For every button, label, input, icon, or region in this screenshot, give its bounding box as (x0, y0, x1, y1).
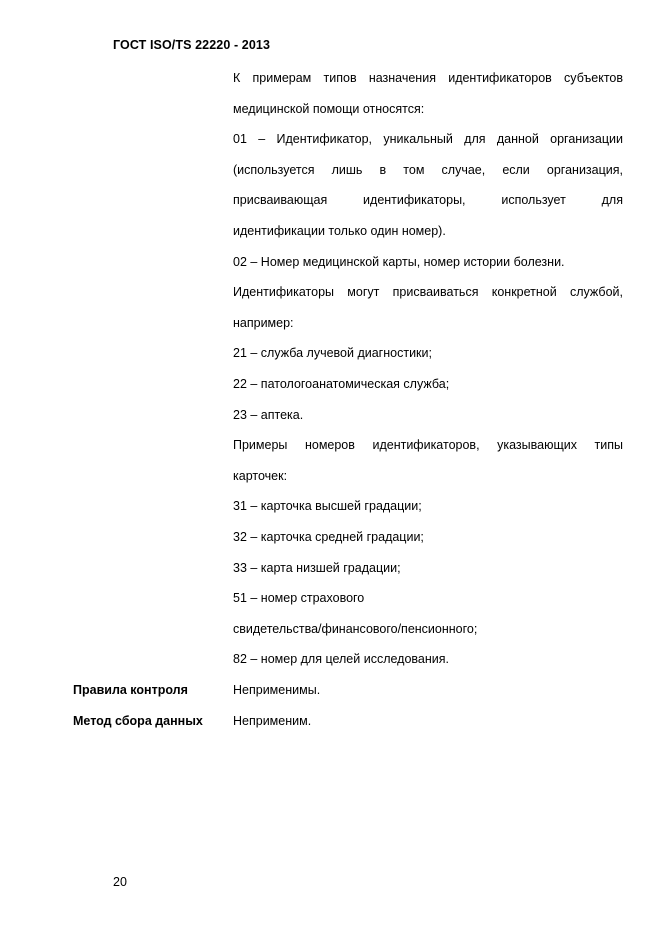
data-collection-method-row (0, 711, 662, 741)
text-line: Примеры номеров идентификаторов, указывающих типы (233, 438, 623, 453)
text-line: 23 – аптека. (233, 407, 304, 422)
text-line: 82 – номер для целей исследования. (233, 652, 449, 667)
text-line: медицинской помощи относятся: (233, 101, 425, 116)
text-line: присваивающая идентификаторы, использует для (233, 193, 623, 208)
text-line: идентификации только один номер). (233, 223, 446, 238)
text-line: 21 – служба лучевой диагностики; (233, 346, 432, 361)
text-line: 22 – патологоанатомическая служба; (233, 376, 450, 391)
text-line: например: (233, 315, 294, 330)
text-line: 31 – карточка высшей градации; (233, 499, 422, 514)
text-line: 51 – номер страхового (233, 591, 365, 606)
text-line: 02 – Номер медицинской карты, номер истории болезни. (233, 254, 565, 269)
text-line: 01 – Идентификатор, уникальный для данной организации (233, 132, 623, 147)
text-line: К примерам типов назначения идентификаторов субъектов (233, 71, 623, 85)
text-line: (используется лишь в том случае, если организация, (233, 162, 623, 177)
data-collection-method-value: Неприменим. (233, 714, 312, 728)
control-rules-row (0, 680, 662, 710)
page-number: 20 (113, 875, 127, 889)
text-line: свидетельства/финансового/пенсионного; (233, 621, 478, 636)
text-line: карточек: (233, 468, 288, 483)
text-line: Идентификаторы могут присваиваться конкретной службой, (233, 285, 623, 300)
control-rules-value: Неприменимы. (233, 683, 321, 697)
control-rules-label: Правила контроля (73, 683, 188, 697)
document-header: ГОСТ ISO/TS 22220 - 2013 (113, 38, 270, 52)
text-line: 33 – карта низшей градации; (233, 560, 401, 575)
data-collection-method-label: Метод сбора данных (73, 714, 203, 728)
text-line: 32 – карточка средней градации; (233, 529, 424, 544)
identifier-types-text (233, 68, 623, 680)
